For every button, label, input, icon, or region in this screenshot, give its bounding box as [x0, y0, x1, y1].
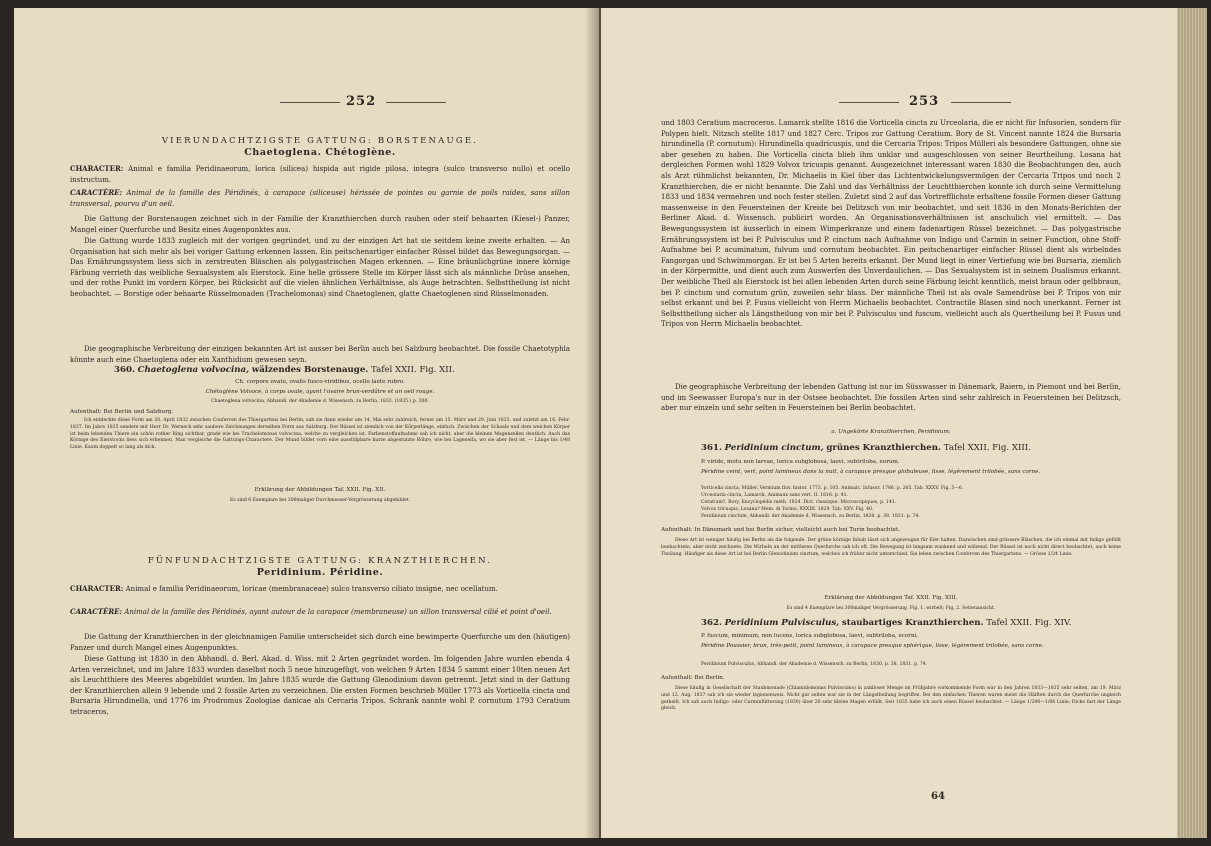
page-number-rule — [280, 102, 340, 103]
citation: Ceratium?, Bory, Encyclopédie méth. 1824. Dict. classique. Microscopiques, p. 141. — [701, 500, 897, 505]
species-heading-362 — [701, 618, 1141, 629]
signature-mark: 64 — [931, 791, 945, 802]
species-french-diagnosis: Péridine ceint, vert, point lumineux dans la nuit, à carapace presque globuleuse, lisse, légèrement trilobée, sans corne. — [701, 469, 1041, 475]
caractere-label: CARACTÈRE: — [70, 188, 123, 197]
character-label: CHARACTER: — [70, 584, 124, 593]
caractere-text: Animal de la famille des Péridinés, à carapace (siliceuse) hérissée de pointes ou garnie de poils raides, sans sillon transversal, pourvu d'un oeil. — [70, 189, 570, 208]
citation: Urceolaria cincta, Lamarck, Animaux sans vert. II. 1816. p. 41. — [701, 493, 848, 498]
figure-explanation: Es sind 4 Exemplare bei 300maliger Vergrösserung. Fig. 1. wirbelt; Fig. 2. Seitenansicht. — [786, 606, 996, 611]
figure-explanation-heading: Erklärung der Abbildungen Taf. XXII. Fig. XIII. — [824, 595, 958, 601]
species-latin-diagnosis: P. fuscum, minimum, non lucens, lorica subglobosa, laevi, subtriloba, ecorni. — [701, 633, 919, 639]
species-number: 362. — [701, 618, 722, 628]
paragraph: Die Gattung der Kranzthierchen in der gleichnamigen Familie unterscheidet sich durch eine bewimperte Querfurche um den (häutigen) Panzer und durch Mangel eines Augenpunktes. — [70, 633, 570, 652]
species-name: Peridinium Pulvisculus, — [724, 618, 840, 628]
genus-subheading: Chaetoglena. Chétoglène. — [244, 147, 396, 158]
species-french-diagnosis: Péridine Poussier, brun, très-petit, point lumineux, à carapace presque sphérique, lisse, légèrement trilobée, sans corne. — [701, 643, 1044, 649]
page-number: 252 — [346, 94, 377, 109]
species-latin-diagnosis: P. viride, motu non larvae, lorica subglobosa, laevi, subtriloba, eorum. — [701, 459, 900, 465]
species-heading-360 — [114, 365, 574, 376]
species-common-name: wälzendes Borstenauge. — [251, 365, 369, 375]
citation: Vorticella cincta, Müller, Vermium fluv. histor. 1773. p. 105. Animalc. Infusor. 1786. p. 265. Tab. XXXV. Fig. 5—6. — [701, 486, 964, 491]
figure-explanation: Es sind 6 Exemplare bei 300maliger Durchmesser-Vergrösserung abgebildet. — [229, 498, 411, 503]
character-block — [70, 164, 570, 185]
species-number: 361. — [701, 443, 722, 453]
right-page — [601, 8, 1177, 838]
paragraph: Die Gattung der Borstenaugen zeichnet sich in der Familie der Kranzthierchen durch rauhen oder steif behaarten (Kiesel-) Panzer, Mangel einer Querfurche und Besitz eines Augenpunktes aus. — [70, 215, 570, 234]
page-number: 253 — [909, 94, 940, 109]
paragraph: Die geographische Verbreitung der lebenden Gattung ist nur im Süsswasser in Dänemark, Baiern, in Piemont und bei Berlin, und im Seewasser Europa's nur in der Ostsee beobachtet. Die fossilen Arten sind sehr zahlreich in Feuersteinen bei Delitzsch, aber nur einzeln und sehr selten in Feuersteinen bei Berlin beobachtet. — [661, 383, 1121, 413]
species-french-diagnosis: Chétoglène Volvoce, à corps ovale, ayant l'ovaire brun-verdâtre et un oeil rouge. — [205, 389, 435, 395]
citation: Chaetoglena volvocina, Abhandl. der Akademie d. Wissensch. zu Berlin, 1833. (1835.) p. 300. — [211, 399, 429, 404]
species-common-name: grünes Kranzthierchen. — [826, 443, 942, 453]
species-common-name: staubartiges Kranzthierchen. — [841, 618, 984, 628]
caractere-block — [70, 188, 570, 209]
page-number-rule — [839, 102, 899, 103]
page-number-rule — [386, 102, 446, 103]
paragraph: Die Gattung wurde 1833 zugleich mit der vorigen gegründet, und zu der einzigen Art hat sie seitdem keine zweite erhalten. — An Organisation hat sich mehr als bei voriger Gattung erkennen lassen. Ein peitschenartiger einfacher Rüssel bildet das Bewegungsorgan. — Das Ernährungssystem liess sich in zerstreuten Bläschen als polygastrischen Magen erkennen. — Eine bräunlichgrüne innere körnige Färbung verrieth das weibliche Sexualsystem als Eierstock. Eine helle grössere Stelle im Körper lässt sich als männliche Drüse ansehen, und der rothe Punkt im vordern Körper, bei Rücksicht auf die vielen ähnlichen Verhältnisse, als Auge betrachten. Selbsttheilung ist nicht beobachtet. — Borstige oder behaarte Rüsselmonaden (Trachelomonas) sind Chaetoglenen, glatte Chaetoglenen sind Rüsselmonaden. — [70, 237, 570, 298]
species-description: Diese Art ist weniger häufig bei Berlin als die folgende. Der grüne körnige Inhalt lässt sich angezeugen für Eier halten. Dazwischen sind grössere Bläschen, die ich einmal mit Indigo gefüllt beobachtete, aber nicht zeichnete. Die Wirbeln an der mittleren Querfurche sah ich oft. Die Bewegung ist langsam wankend und wälzend. Der Rüssel ist noch nicht direct beobachtet, auch keine Theilung. Häufiger als diese Art ist bei Berlin Glenodinium cinctum, welches ich früher nicht unterschied. Sie leben zwischen Conferven des Thiergartens. — Grösse 1/24 Linie. — [661, 538, 1121, 557]
paragraph: Diese Gattung ist 1830 in den Abhandl. d. Berl. Akad. d. Wiss. mit 2 Arten gegründet worden. Im folgenden Jahre wurden ebenda 4 Arten verzeichnet, und im Jahre 1833 wurden daselbst noch 5 neue hinzugefügt, von welchen 9 Arten 1834 5 sammt einer 10ten neuen Art als Leuchtthiere des Meeres abgebildet wurden. Im Jahre 1835 wurde die Gattung Glenodinium davon getrennt. Jetzt sind in der Gattung der Kranzthierchen allein 9 lebende und 2 fossile Arten zu verzeichnen. Die ersten Formen beschrieb Müller 1773 als Vorticella cincta und Bursaria Hirundinella, und 1776 im Prodromus Zoologiae danicae als Cercaria Tripos. Schrank nannte wohl P. cornutum 1793 Ceratium tetraceros, — [70, 655, 570, 716]
plate-reference: Tafel XXII. Fig. XII. — [371, 365, 455, 375]
plate-reference: Tafel XXII. Fig. XIII. — [943, 443, 1031, 453]
page-number-rule — [951, 102, 1011, 103]
paragraph: und 1803 Ceratium macroceros. Lamarck stellte 1816 die Vorticella cincta zu Urceolaria, die er nicht für Infusorien, sondern für Polypen hielt. Nitzsch stellte 1817 und 1827 Cerc. Tripos zur Gattung Ceratium. Bory de St. Vincent nannte 1824 die Bursaria hirundinella (P. cornutum): Hirundinella quadricuspis, und die Cercaria Tripos: Tripos Mülleri als besondere Gattungen, ohne sie aber gesehen zu haben. Die Vorticella cincta blieb ihm unklar und ausgeschlossen von seiner Beurtheilung. Losana hat dergleichen Formen wohl 1829 Volvox tricuspis genannt. Ausgezeichnet interessant waren 1830 die Beobachtungen des, auch als Arzt rühmlichst bekannten, Dr. Michaelis in Kiel über das Lichtentwickelungsvermögen der Cercaria Tripos und noch 2 Kranzthierchen, die er nicht benannte. Die Zahl und das Verhältniss der Leuchtthierchen konnte ich durch seine Vermittelung 1833 und 1834 vermehren und noch fester stellen. Zuletzt sind 2 auf das Vortrefflichste erhaltene fossile Formen dieser Gattung massenweise in den Feuersteinen der Kreide bei Delitzsch von mir beobachtet, und seit 1836 in den Monats-Berichten der Berliner Akad. d. Wissensch. publicirt worden. An Organisationsverhältnissen ist anschulich viel ermittelt. — Das Bewegungssystem ist äusserlich in einem Wimperkranze und einem fadenartigen Rüssel bezeichnet. — Das polygastrische Ernährungssystem ist bei P. Pulvisculus und P. cinctum nach Aufnahme von Indigo und Carmin in seiner Function, ohne Stoff-Aufnahme bei P. acuminatum, fulvum und cornutum beobachtet. Ein peitschenartiger einfacher Rüssel dient als wirbelndes Fangorgan und Schwimmorgan. Er ist bei 5 Arten bereits erkannt. Der Mund liegt in einer Vertiefung wie bei Bursaria, ziemlich in der Körpermitte, und dient auch zum Auswerfen des Unverdaulichen. — Das Sexualsystem ist in seinem Dualismus erkannt. Der weibliche Theil als Eierstock ist bei allen lebenden Arten durch seine Färbung leicht kenntlich, meist braun oder gelbbraun, bei P. cinctum und cornutum grün, zuweilen sehr blass. Der männliche Theil ist als ovale Samendrüse bei P. Tripos von mir selbst erkannt und bei P. Fusus vielleicht von Herrn Michaelis beobachtet. Contractile Blasen sind noch unerkannt. Ferner ist Selbsttheilung sicher als Längstheilung von mir bei P. Pulvisculus und fuscum, vielleicht auch als Quertheilung bei P. Fusus und Tripos von Herrn Michaelis beobachtet. — [661, 119, 1121, 329]
subgroup-heading: a. Ungekörte Kranzthierchen, Peridinium: — [831, 429, 951, 435]
species-description: Ich entdeckte diese Form am 20. April 1832 zwischen Conferven des Thiergartens bei Berlin, sah sie dann wieder am 14. Mai sehr zahlreich, ferner am 15. März und 29. Juni 1835, und zuletzt am 16. Febr. 1837. Im Jahre 1835 sendete mir Herr Dr. Werneck sehr saubere Zeichnungen derselben Form aus Salzburg. Der Rüssel ist ziemlich von der Körperlänge, einfach. Zwischen der Schaale und dem weichen Körper ist beim lebenden Thiere ein schön rother Ring sichtbar, grade wie bei Trachelomonas volvocina, welche zu vergleichen ist. Farbenstoffaufnahme sah ich nicht, aber die kleinen Magenzellen deutlich. Auch das Körnige des Eierstocks liess sich erkennen. Man vergleiche die Gattungs-Charactere. Der Mund bildet vorn eine ausstülpbare kurze abgestutzte Röhre, wie bei Lagenella, wo sie aber fest ist. — Länge bis 1/48 Linie. Kaum doppelt so lang als dick. — [70, 418, 570, 451]
citation: Volvox tricuspis, Losana? Mem. di Torino, XXXIII. 1829. Tab. XXV. Fig. 40. — [701, 507, 874, 512]
figure-explanation-heading: Erklärung der Abbildungen Taf. XXII. Fig. XII. — [254, 487, 386, 493]
caractere-label: CARACTÈRE: — [70, 607, 123, 616]
left-page — [14, 8, 601, 838]
caractere-text: Animal de la famille des Péridinés, ayant autour de la carapace (membraneuse) un sillon transversal cilié et point d'oeil. — [124, 608, 552, 616]
species-number: 360. — [114, 365, 135, 375]
caractere-block — [70, 607, 570, 618]
genus-heading: FÜNFUNDACHTZIGSTE GATTUNG: KRANZTHIERCHEN. — [147, 556, 493, 566]
genus-subheading: Peridinium. Péridine. — [256, 567, 384, 578]
character-label: CHARACTER: — [70, 164, 124, 173]
species-name: Peridinium cinctum, — [724, 443, 824, 453]
citation: Peridinium Pulvisculus, Abhandl. der Akademie d. Wissensch. zu Berlin, 1830. p. 38. 1831. p. 74. — [701, 662, 928, 667]
character-block — [70, 584, 570, 595]
species-description: Diese häufig in Gesellschaft der Staubmonade (Chlamidomonas Pulvisculus) in zahlloser Menge im Frühjahre vorkommende Form war in den Jahren 1833—1835 sehr selten, am 19. März und 12. Aug. 1837 sah ich sie wieder legionenweis. Nicht gar selten war sie in der Längstheilung begriffen. Bei den einfachen Thieren waren meist die Hälften durch die Querfurche ungleich getheilt. Ich sah auch Indigo- oder Carminfütterung (1830) über 20 sehr kleine Magen erfüllt. Seit 1835 habe ich auch einen Rüssel beobachtet. — Länge 1/200—1/96 Linie; Dicke fast der Länge gleich. — [661, 686, 1121, 712]
genus-heading: VIERUNDACHTZIGSTE GATTUNG: BORSTENAUGE. — [161, 136, 479, 146]
character-text: Animal e familia Peridinaeorum, lorica (silicea) hispida aut rigide pilosa, integra (sulco transverso nullo) et ocello instructum. — [70, 165, 571, 184]
species-latin-diagnosis: Ch. corpore ovato, ovalis fusco-viridibus, ocello laete rubro. — [235, 379, 405, 385]
species-name: Chaetoglena volvocina, — [137, 365, 250, 375]
paragraph: Die geographische Verbreitung der einzigen bekannten Art ist ausser bei Berlin auch bei Salzburg beobachtet. Die fossile Chaetotyphla könnte auch eine Chaetoglena oder ein Xanthidium gewesen seyn. — [70, 345, 570, 364]
habitat: Aufenthalt: In Dänemark und bei Berlin sicher, vielleicht auch bei Turin beobachtet. — [661, 527, 900, 533]
plate-reference: Tafel XXII. Fig. XIV. — [986, 618, 1072, 628]
habitat: Aufenthalt: Bei Berlin. — [661, 675, 725, 681]
citation: Peridinium cinctum, Abhandl. der Akademie d. Wissensch. zu Berlin, 1830. p. 38. 1831. p. 74. — [701, 514, 920, 519]
character-text: Animal e familia Peridinaeorum, loricae (membranaceae) sulco transverso ciliato insigne, nec ocellatum. — [125, 585, 498, 593]
habitat: Aufenthalt: Bei Berlin und Salzburg. — [70, 409, 174, 415]
book-page-edges — [1177, 8, 1207, 838]
species-heading-361 — [701, 443, 1141, 454]
